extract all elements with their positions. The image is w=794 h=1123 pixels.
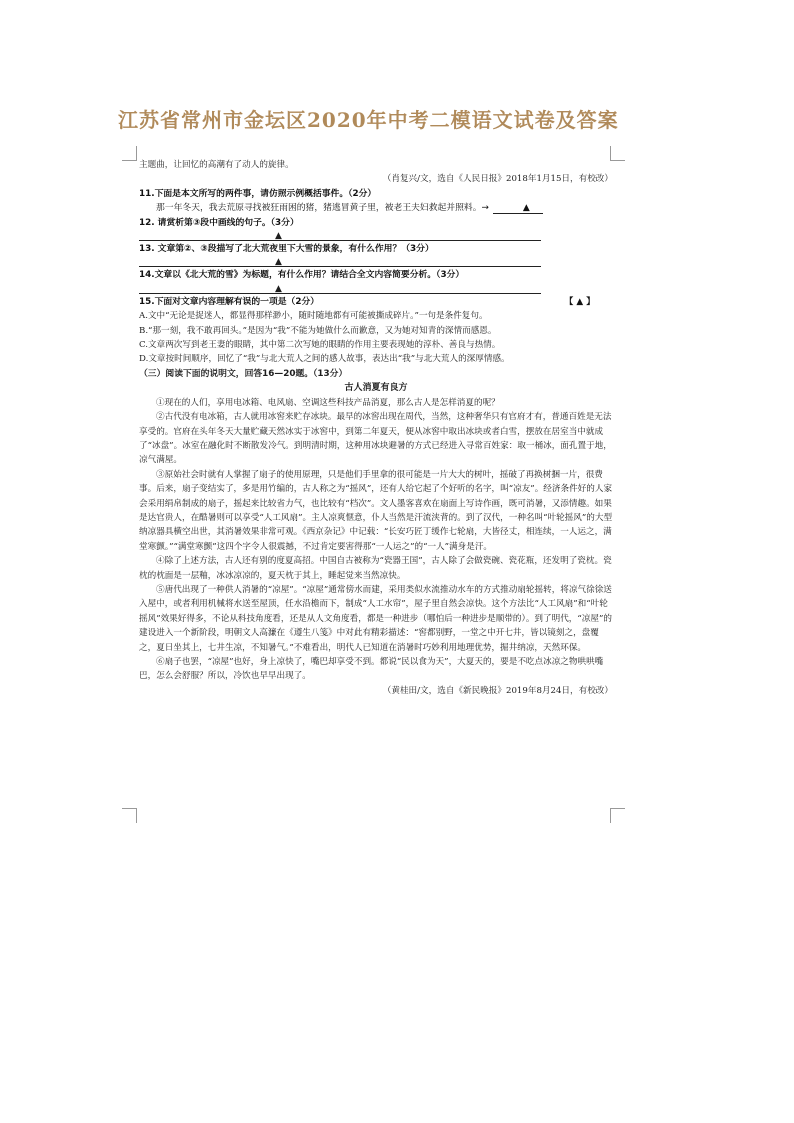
question-15-option-d: D.文章按时间顺序，回忆了“我”与北大荒人之间的感人故事，表达出“我”与北大荒人的深厚情感。 [139, 354, 510, 365]
document-title: 江苏省常州市金坛区2020年中考二模语文试卷及答案 [118, 108, 619, 132]
article-paragraph-6: ⑥扇子也罢，“凉屋”也好，身上凉快了，嘴巴却享受不到。都说“民以食为天”，大夏天的，要是不吃点冰凉之物哄哄嘴巴，怎么会舒服？所以，冷饮也早早出现了。 [139, 657, 604, 682]
question-15 [139, 295, 613, 309]
article-paragraph-4: ④除了上述方法，古人还有别的度夏高招。中国自古被称为“瓷器王国”，古人除了会做瓷碗、瓷花瓶，还发明了瓷枕。瓷枕的枕面是一层釉，冰冰凉凉的，夏天枕于其上，睡起觉来当然凉快。 [139, 556, 612, 581]
article-paragraph-1: ①现在的人们，享用电冰箱、电风扇、空调这些科技产品消夏，那么古人是怎样消夏的呢？ [156, 397, 500, 408]
answer-placeholder-mark: ▲ [275, 231, 282, 242]
question-14-answer-line[interactable] [139, 284, 613, 294]
section-3-heading: （三）阅读下面的说明文，回答16—20题。（13分） [139, 368, 348, 379]
passage-source: （肖复兴/文，选自《人民日报》2018年1月15日，有校改） [382, 174, 613, 185]
article-title: 古人消夏有良方 [344, 383, 408, 394]
corner-mark-bottom-right [610, 808, 625, 823]
exam-page-body [139, 158, 613, 698]
answer-placeholder-mark: ▲ [275, 283, 282, 294]
article-paragraph-3: ③原始社会时就有人掌握了扇子的使用原理，只是他们手里拿的很可能是一片大大的树叶，摇破了再换树捆一片，很费事。后来，扇子变结实了，多是用竹编的，古人称之为“摇风”，还有人给它起了个好听的名字，叫“凉友”。经济条件好的人家会采用绢帛制成的扇子，摇起来比较省力气，也比较有“档次”。文人墨客喜欢在扇面上写诗作画，既可消暑，又添情趣。如果是达官贵人，在酷暑则可以享受“人工风扇”。主人凉爽惬意，仆人当然是汗流浃背的。到了汉代，一种名叫“叶轮摇风”的大型纳凉器具横空出世，其消暑效果非常可观。《西京杂记》中记载：“长安巧匠丁缓作七轮扇，大皆径丈，相连续，一人运之，满堂寒颤。”“满堂寒颤”这四个字令人很震撼，不过肯定要害得那“一人运之”的“一人”满身是汗。 [139, 469, 613, 552]
answer-rule [139, 293, 541, 294]
answer-placeholder-mark: ▲ [275, 257, 282, 268]
article-source: （黄桂田/文，选自《新民晚报》2019年8月24日，有校改） [382, 685, 613, 696]
question-13-answer-line[interactable] [139, 257, 613, 267]
question-15-answer-bracket[interactable]: 【 ▲ 】 [564, 296, 595, 307]
corner-mark-bottom-left [122, 808, 137, 823]
article-paragraph-5: ⑤唐代出现了一种供人消暑的“凉屋”。“凉屋”通常傍水而建，采用类似水流推动水车的方式推动扇轮摇转，将凉气徐徐送入屋中，或者利用机械将水送至屋顶，任水沿檐而下，制成“人工水帘”，屋子里自然会凉快。这个方法比“人工风扇”和“叶轮摇风”效果好得多，不论从科技角度看，还是从人文角度看，都是一种进步（哪怕后一种进步是顺带的）。到了明代，“凉屋”的建设进入一个新阶段，明朝文人高濂在《遵生八笺》中对此有精彩描述：“窖都别野，一堂之中开七井，皆以镜刻之，盘覆之，夏日坐其上，七井生凉，不知暑气。”不难看出，明代人已知道在消暑时巧妙利用地理优势，掘井纳凉，天然环保。 [139, 584, 612, 653]
question-12-answer-line[interactable] [139, 231, 613, 241]
question-15-text: 15.下面对文章内容理解有误的一项是（2分） [139, 296, 320, 307]
question-11-example-text: 那一年冬天，我去荒原寻找被狂雨困的猪，猪逃冒黄子里，被老王夫妇救起并照料。→ [156, 203, 489, 214]
article-paragraph-2: ②古代没有电冰箱，古人就用冰窖来贮存冰块。最早的冰窖出现在周代，当然，这种奢华只有官府才有，普通百姓是无法享受的。官府在头年冬天大量贮藏天然冰实于冰窖中，到第二年夏天，便从冰窖中取出冰块或者白雪，摆放在居室当中就成了“冰盘”。冰室在融化时不断散发冷气。到明清时期，这种用冰块避暑的方式已经进入寻常百姓家：取一桶冰，面孔置于地，凉气满屋。 [139, 412, 612, 466]
question-15-option-a: A.文中“无论是捉迷人，都显得那样渺小，随时随地都有可能被撕成碎片。”一句是条件复句。 [139, 311, 488, 322]
question-11-answer-blank[interactable]: ▲ [493, 203, 543, 214]
question-15-option-c: C.文章两次写到老王妻的眼睛，其中第二次写她的眼睛的作用主要表现她的淳朴、善良与热情。 [139, 340, 501, 351]
question-12: 12. 请赏析第③段中画线的句子。（3分） [139, 217, 299, 228]
question-11: 11.下面是本文所写的两件事，请仿照示例概括事件。（2分） [139, 188, 377, 199]
question-14: 14.文章以《北大荒的雪》为标题，有什么作用？请结合全文内容简要分析。（3分） [139, 270, 465, 281]
question-13: 13. 文章第②、③段描写了北大荒夜里下大雪的景象，有什么作用？（3分） [139, 244, 434, 255]
question-15-option-b: B.“那一刻，我不敢再回头。”是因为“我”不能为她做什么而歉意，又为她对知青的深情而感恩。 [139, 325, 497, 336]
corner-mark-top-left [122, 146, 137, 161]
answer-rule [139, 240, 541, 241]
question-11-example [139, 201, 613, 215]
answer-rule [139, 266, 541, 267]
passage-continuation: 主题曲，让回忆的高潮有了动人的旋律。 [139, 160, 294, 170]
